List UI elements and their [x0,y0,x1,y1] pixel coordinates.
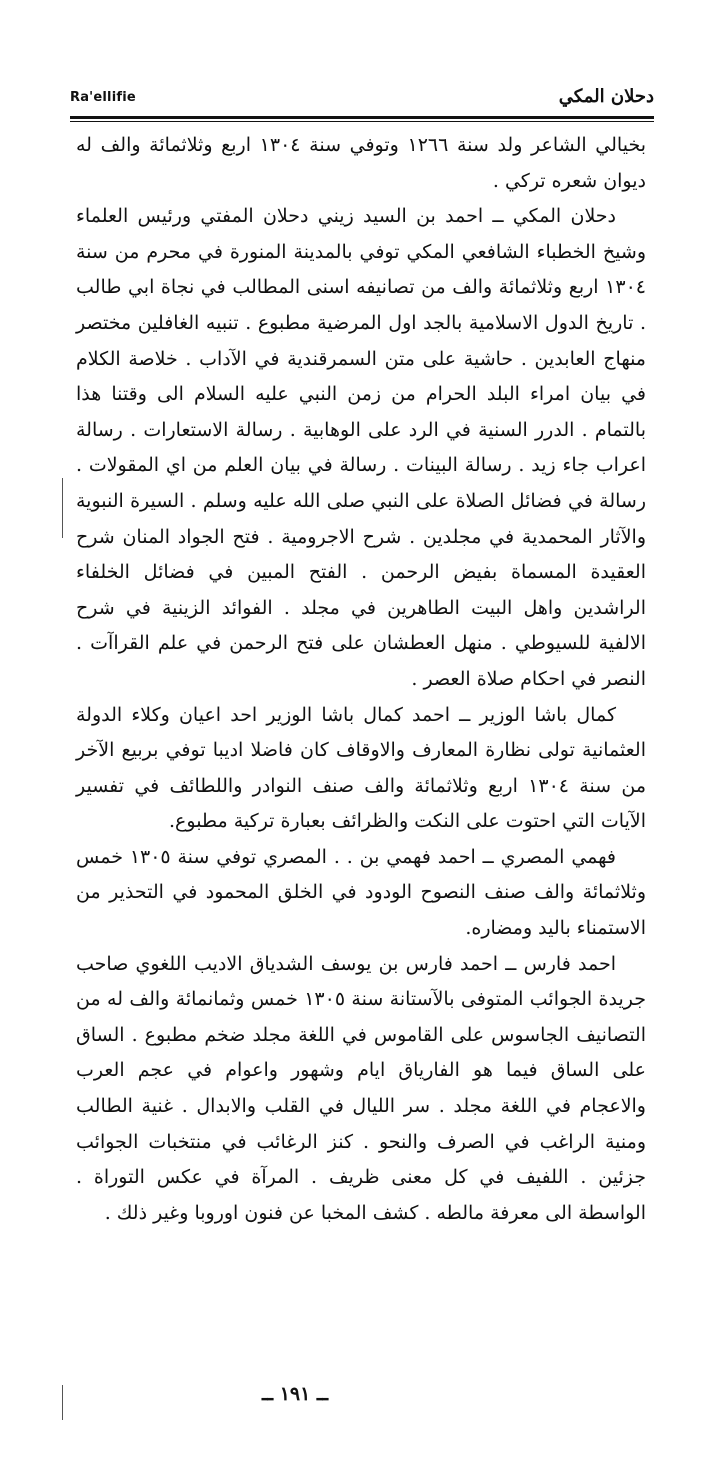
running-header [70,86,654,114]
body-text [76,128,646,1231]
header-title: دحلان المكي [558,86,654,107]
header-rule-thin [70,121,654,122]
paragraph-entry: احمد فارس ــ احمد فارس بن يوسف الشدياق الاديب اللغوي صاحب جريدة الجوائب المتوفى بالآستانة سنة ١٣٠٥ خمس وثمانمائة والف له من التصانيف الجاسوس على القاموس في اللغة مجلد ضخم مطبوع . الساق على الساق فيما هو الفارياق ايام وشهور واعوام في عجم العرب والاعجام في اللغة مجلد . سر الليال في القلب والابدال . غنية الطالب ومنية الراغب في الصرف والنحو . كنز الرغائب في منتخبات الجوائب جزئين . اللفيف في كل معنى ظريف . المرآة في عكس التوراة . الواسطة الى معرفة مالطه . كشف المخبا عن فنون اوروبا وغير ذلك . [76,952,646,1224]
paragraph-entry: دحلان المكي ــ احمد بن السيد زيني دحلان المفتي ورئيس العلماء وشيخ الخطباء الشافعي المكي توفي بالمدينة المنورة في محرم من سنة ١٣٠٤ اربع وثلاثمائة والف من تصانيفه اسنى المطالب في نجاة ابي طالب . تاريخ الدول الاسلامية بالجد اول المرضية مطبوع . تنبيه الغافلين مختصر منهاج العابدين . حاشية على متن السمرقندية في الآداب . خلاصة الكلام في بيان امراء البلد الحرام من زمن النبي عليه السلام الى وقتنا هذا بالتمام . الدرر السنية في الرد على الوهابية . رسالة الاستعارات . رسالة اعراب جاء زيد . رسالة البينات . رسالة في بيان العلم من اي المقولات . رسالة في فضائل الصلاة على النبي صلى الله عليه وسلم . السيرة النبوية والآثار المحمدية في مجلدين . شرح الاجرومية . فتح الجواد المنان شرح العقيدة المسماة بفيض الرحمن . الفتح المبين في فضائل الخلفاء الراشدين واهل البيت الطاهرين في مجلد . الفوائد الزينية في شرح الالفية للسيوطي . منهل العطشان على فتح الرحمن في علم القراآت . النصر في احكام صلاة العصر . [76,205,646,690]
page-number: ــ ١٩١ ــ [261,1383,329,1405]
paragraph-entry: بخيالي الشاعر ولد سنة ١٢٦٦ وتوفي سنة ١٣٠٤ اربع وثلاثمائة والف له ديوان شعره تركي . [76,134,647,192]
header-rule [70,116,654,119]
paragraph-entry: كمال باشا الوزير ــ احمد كمال باشا الوزير احد اعيان وكلاء الدولة العثمانية تولى نظارة المعارف والاوقاف كان فاضلا اديبا توفي بربيع الآخر من سنة ١٣٠٤ اربع وثلاثمائة والف صنف النوادر واللطائف في تفسير الآيات التي احتوت على النكت والظرائف بعبارة تركية مطبوع. [76,703,646,833]
header-left-text: Ra'ellifie [70,90,136,105]
paragraph-entry: فهمي المصري ــ احمد فهمي بن . . المصري توفي سنة ١٣٠٥ خمس وثلاثمائة والف صنف النصوح الودود في الخلق المحمود في التحذير من الاستمناء باليد ومضاره. [76,845,646,940]
margin-mark [62,478,63,538]
margin-mark [62,1385,63,1420]
